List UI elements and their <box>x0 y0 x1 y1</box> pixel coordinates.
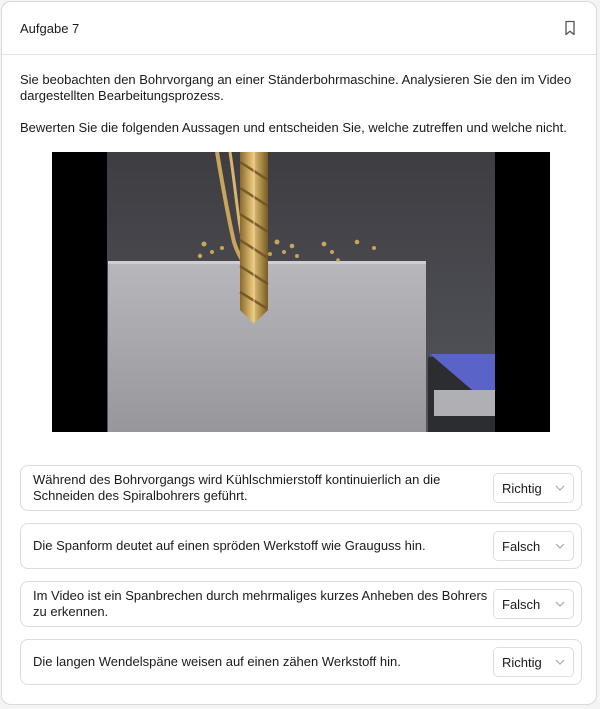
statement-list <box>20 465 578 685</box>
drilling-video[interactable] <box>52 152 550 432</box>
statement-row <box>20 581 582 627</box>
answer-value: Falsch <box>502 538 541 554</box>
chevron-down-icon <box>555 659 565 665</box>
answer-select[interactable] <box>493 647 574 677</box>
statement-text: Während des Bohrvorgangs wird Kühlschmierstoff kontinuierlich an die Schneiden des Spiralbohrers geführt. <box>33 472 441 503</box>
chevron-down-icon <box>555 485 565 491</box>
statement-text: Die Spanform deutet auf einen spröden Werkstoff wie Grauguss hin. <box>33 538 426 553</box>
task-card <box>1 1 597 705</box>
answer-value: Falsch <box>502 596 541 612</box>
task-question: Bewerten Sie die folgenden Aussagen und entscheiden Sie, welche zutreffen und welche nicht. <box>20 120 567 135</box>
statement-text: Im Video ist ein Spanbrechen durch mehrmaliges kurzes Anheben des Bohrers zu erkennen. <box>33 588 488 619</box>
bookmark-icon[interactable] <box>563 20 577 36</box>
answer-value: Richtig <box>502 480 542 496</box>
statement-text: Die langen Wendelspäne weisen auf einen zähen Werkstoff hin. <box>33 654 401 669</box>
task-instructions: Sie beobachten den Bohrvorgang an einer Ständerbohrmaschine. Analysieren Sie den im Video dargestellten Bearbeitungsprozess. <box>20 72 572 103</box>
task-title: Aufgabe 7 <box>20 20 80 36</box>
statement-row <box>20 639 582 685</box>
task-header <box>2 2 596 55</box>
answer-value: Richtig <box>502 654 542 670</box>
statement-row <box>20 523 582 569</box>
video-frame <box>52 152 550 432</box>
statement-row <box>20 465 582 511</box>
answer-select[interactable] <box>493 589 574 619</box>
chevron-down-icon <box>555 601 565 607</box>
answer-select[interactable] <box>493 531 574 561</box>
chevron-down-icon <box>555 543 565 549</box>
answer-select[interactable] <box>493 473 574 503</box>
